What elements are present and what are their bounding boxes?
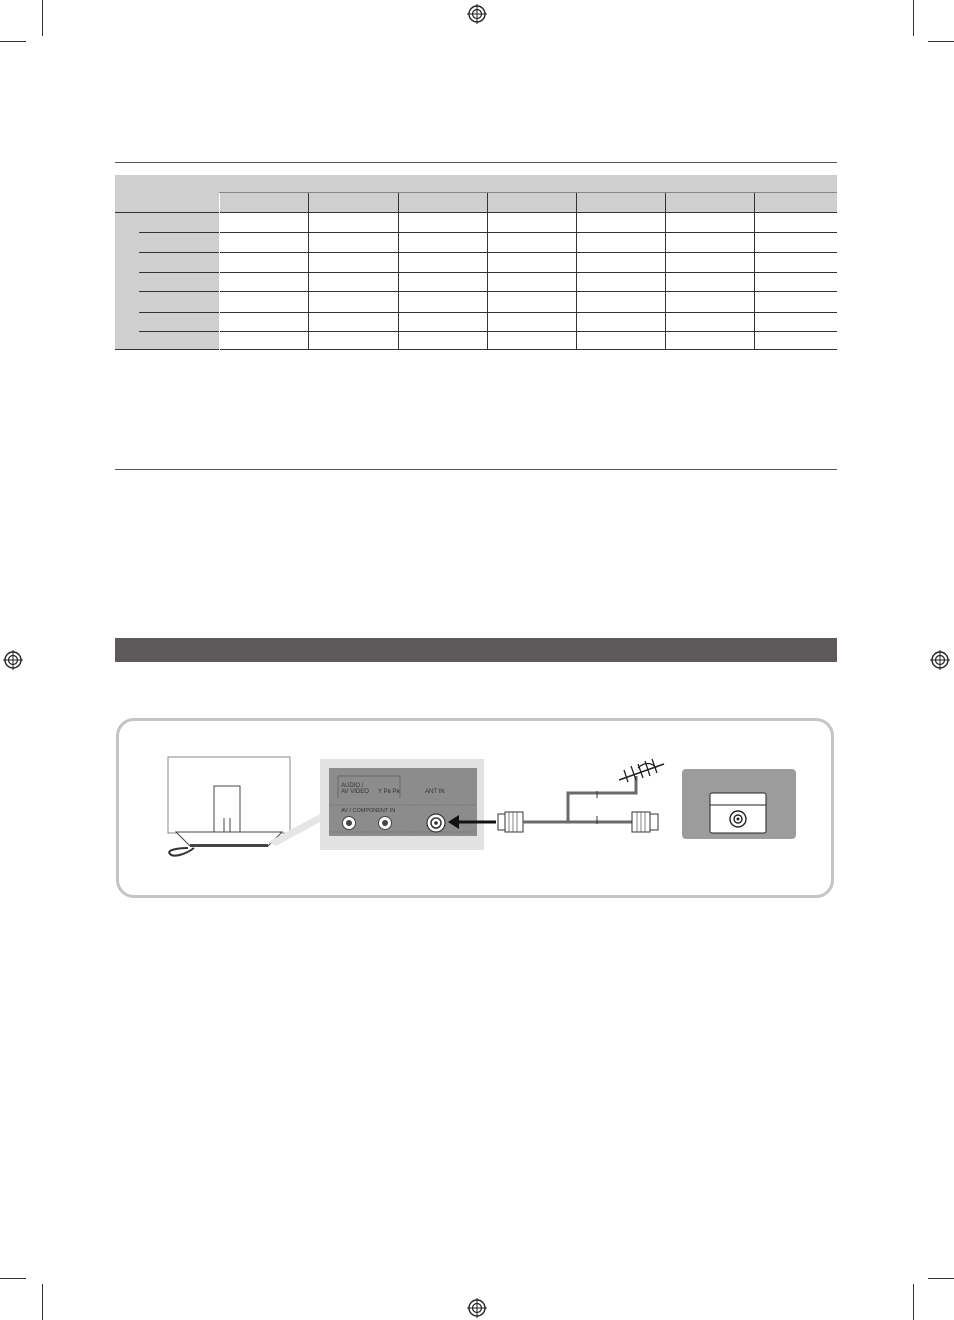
spec-table	[115, 175, 837, 350]
section-heading-bar	[115, 638, 837, 662]
table-line	[219, 193, 220, 350]
table-header-subrow	[219, 193, 837, 212]
ant-in-jack-icon	[427, 814, 445, 832]
registration-mark-icon	[467, 1298, 487, 1318]
jack-icon	[379, 817, 392, 830]
table-line	[219, 192, 837, 193]
crop-mark	[0, 1278, 26, 1279]
table-line	[139, 272, 837, 273]
jack-icon	[343, 817, 356, 830]
table-line	[115, 349, 837, 350]
table-line	[487, 193, 488, 350]
table-line	[398, 193, 399, 350]
crop-mark	[42, 1284, 43, 1320]
table-line	[139, 232, 837, 233]
registration-mark-icon	[467, 4, 487, 24]
crop-mark	[928, 41, 954, 42]
ant-in-label: ANT IN	[425, 789, 445, 795]
table-header-corner	[115, 175, 219, 212]
crop-mark	[42, 0, 43, 36]
crop-mark	[913, 0, 914, 36]
table-line	[139, 252, 837, 253]
coaxial-connector-icon	[498, 812, 523, 832]
table-line	[139, 331, 837, 332]
connection-diagram-art	[116, 718, 834, 898]
audio-label: AUDIO /	[341, 783, 364, 789]
av-video-label: AV VIDEO	[341, 789, 369, 795]
table-line	[665, 193, 666, 350]
component-label: Y Pʙ Pʀ	[378, 789, 400, 795]
wall-socket-icon	[710, 793, 766, 833]
table-line	[576, 193, 577, 350]
section-rule	[115, 162, 837, 163]
coaxial-connector-icon	[632, 812, 658, 832]
tv-back-icon	[168, 757, 320, 856]
table-line	[139, 312, 837, 313]
crop-mark	[0, 41, 26, 42]
registration-mark-icon	[3, 650, 23, 670]
crop-mark	[928, 1278, 954, 1279]
table-line	[754, 193, 755, 350]
section-rule	[115, 469, 837, 470]
table-line	[139, 291, 837, 292]
registration-mark-icon	[930, 650, 950, 670]
table-line	[308, 193, 309, 350]
table-line	[115, 212, 837, 213]
panel-group-label: AV / COMPONENT IN	[341, 808, 396, 814]
crop-mark	[913, 1284, 914, 1320]
table-header-row	[219, 175, 837, 192]
antenna-icon	[619, 759, 664, 782]
table-row-group-header	[115, 212, 139, 350]
coaxial-cable	[523, 776, 636, 822]
